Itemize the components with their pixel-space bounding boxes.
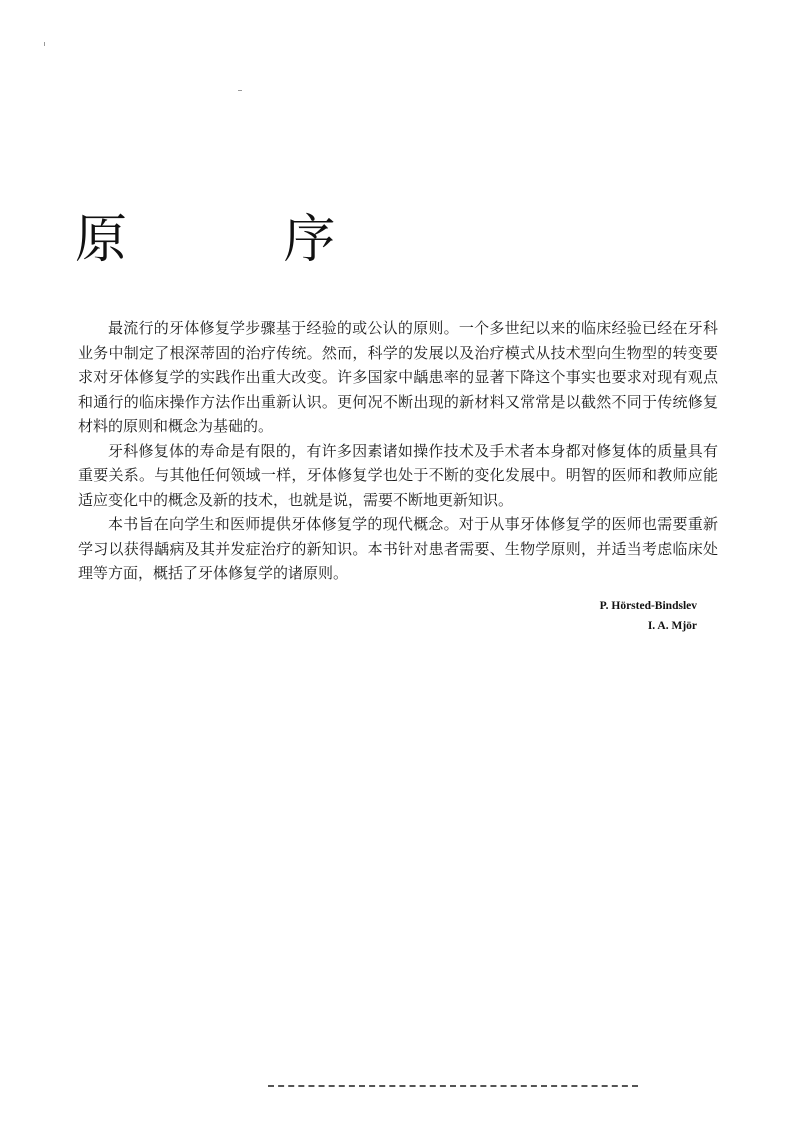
author-name: I. A. Mjör: [647, 620, 697, 632]
footer-rule: [268, 1085, 638, 1089]
preface-body: [78, 316, 718, 586]
scan-artifact: [44, 42, 45, 46]
paragraph: 牙科修复体的寿命是有限的，有许多因素诸如操作技术及手术者本身都对修复体的质量具有重要关系。与其他任何领域一样，牙体修复学也处于不断的变化发展中。明智的医师和教师应能适应变化中的概念及新的技术，也就是说，需要不断地更新知识。: [78, 441, 718, 509]
paragraph: 本书旨在向学生和医师提供牙体修复学的现代概念。对于从事牙体修复学的医师也需要重新学习以获得龋病及其并发症治疗的新知识。本书针对患者需要、生物学原则，并适当考虑临床处理等方面，概括了牙体修复学的诸原则。: [78, 515, 718, 582]
paragraph: 最流行的牙体修复学步骤基于经验的或公认的原则。一个多世纪以来的临床经验已经在牙科业务中制定了根深蒂固的治疗传统。然而，科学的发展以及治疗模式从技术型向生物型的转变要求对牙体修复学的实践作出重大改变。许多国家中龋患率的显著下降这个事实也要求对现有观点和通行的临床操作方法作出重新认识。更何况不断出现的新材料又常常是以截然不同于传统修复材料的原则和概念为基础的。: [78, 319, 718, 435]
scan-artifact: [238, 90, 242, 91]
author-name: P. Hörsted-Bindslev: [599, 600, 697, 612]
author-signatures: [600, 596, 697, 636]
page-title: 原 序: [75, 210, 406, 270]
